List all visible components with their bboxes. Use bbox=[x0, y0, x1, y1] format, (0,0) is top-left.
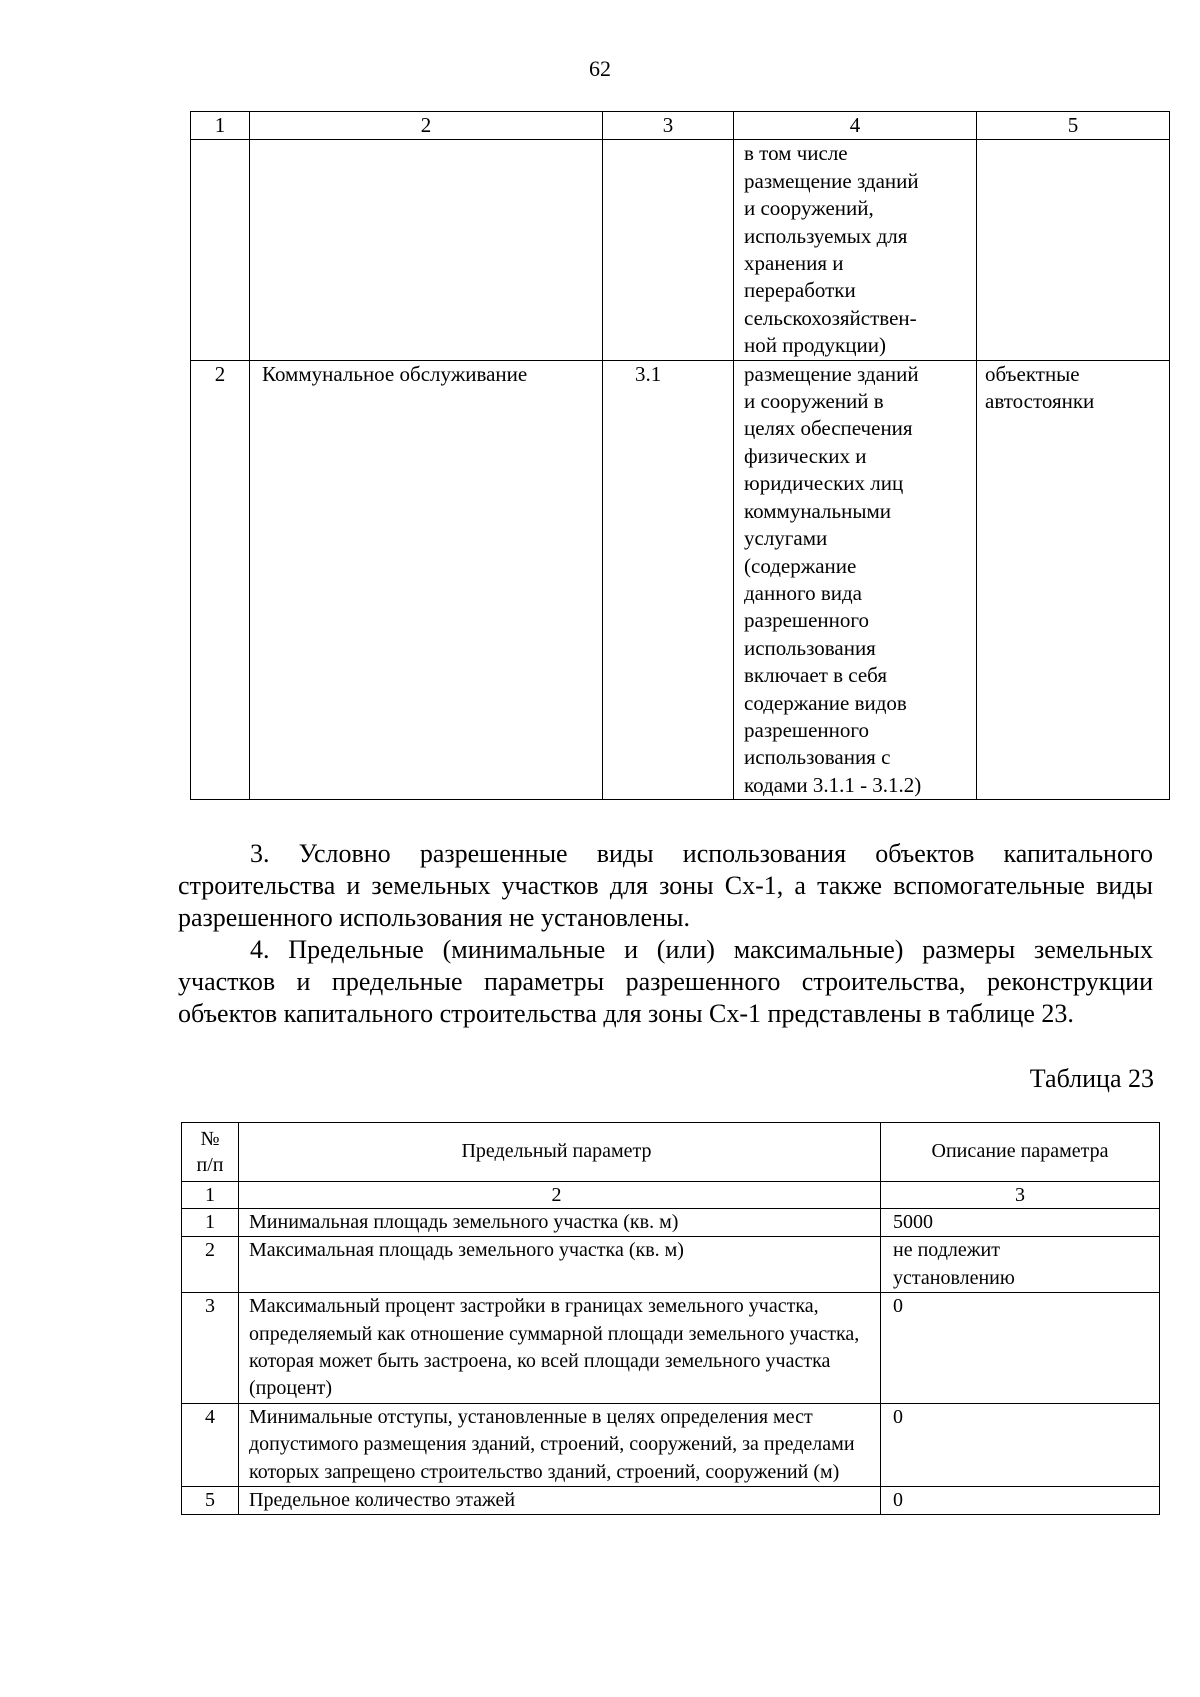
header-description: Описание параметра bbox=[881, 1123, 1160, 1182]
parameter-text: Минимальная площадь земельного участка (кв. м) bbox=[239, 1209, 881, 1237]
parameter-value: 0 bbox=[881, 1403, 1160, 1486]
column-number: 2 bbox=[239, 1182, 881, 1209]
use-type-description: размещение зданий и сооружений в целях обеспечения физических и юридических лиц коммунальными услугами (содержание данного вида разрешенного использования включает в себя содержание видов разрешенного использования с кодами 3.1.1 - 3.1.2) bbox=[734, 360, 977, 800]
paragraph-4-text: 4. Предельные (минимальные и (или) максимальные) размеры земельных участков и предельные параметры разрешенного строительства, реконструкции объектов капитального строительства для зоны Сх-1 представлены в таблице 23. bbox=[178, 935, 1153, 1028]
row-number: 2 bbox=[191, 360, 250, 800]
column-number: 3 bbox=[603, 112, 734, 140]
land-use-table bbox=[190, 111, 1170, 800]
paragraph-3 bbox=[178, 838, 1153, 934]
column-number-row bbox=[182, 1182, 1160, 1209]
parameters-table bbox=[181, 1122, 1160, 1515]
paragraph-4 bbox=[178, 934, 1153, 1030]
row-number: 5 bbox=[182, 1487, 239, 1515]
table-row bbox=[191, 140, 1170, 360]
table-row bbox=[182, 1209, 1160, 1237]
column-number: 2 bbox=[250, 112, 603, 140]
row-number: 2 bbox=[182, 1237, 239, 1293]
table-row bbox=[182, 1487, 1160, 1515]
table-header-row bbox=[182, 1123, 1160, 1182]
paragraph-3-text: 3. Условно разрешенные виды использования объектов капитального строительства и земельных участков для зоны Сх-1, а также вспомогательные виды разрешенного использования не установлены. bbox=[178, 839, 1153, 932]
use-type-name bbox=[250, 140, 603, 360]
column-number: 3 bbox=[881, 1182, 1160, 1209]
use-type-name: Коммунальное обслуживание bbox=[250, 360, 603, 800]
column-number: 1 bbox=[182, 1182, 239, 1209]
use-type-description: в том числе размещение зданий и сооружений, используемых для хранения и переработки сельскохозяйствен- ной продукции) bbox=[734, 140, 977, 360]
header-number: № п/п bbox=[182, 1123, 239, 1182]
parameter-value: 0 bbox=[881, 1293, 1160, 1404]
use-type-note: объектные автостоянки bbox=[977, 360, 1170, 800]
use-type-code: 3.1 bbox=[603, 360, 734, 800]
row-number: 4 bbox=[182, 1403, 239, 1486]
row-number: 1 bbox=[182, 1209, 239, 1237]
parameter-value: не подлежит установлению bbox=[881, 1237, 1160, 1293]
parameter-text: Минимальные отступы, установленные в целях определения мест допустимого размещения зданий, строений, сооружений, за пределами которых запрещено строительство зданий, строений, сооружений (м) bbox=[239, 1403, 881, 1486]
column-number: 1 bbox=[191, 112, 250, 140]
table-row bbox=[182, 1403, 1160, 1486]
row-number bbox=[191, 140, 250, 360]
parameter-value: 5000 bbox=[881, 1209, 1160, 1237]
use-type-note bbox=[977, 140, 1170, 360]
column-number: 4 bbox=[734, 112, 977, 140]
parameter-text: Максимальная площадь земельного участка (кв. м) bbox=[239, 1237, 881, 1293]
table-row bbox=[182, 1293, 1160, 1404]
parameter-text: Предельное количество этажей bbox=[239, 1487, 881, 1515]
table-header-row bbox=[191, 112, 1170, 140]
row-number: 3 bbox=[182, 1293, 239, 1404]
table-row bbox=[182, 1237, 1160, 1293]
page-number: 62 bbox=[589, 56, 611, 81]
parameter-value: 0 bbox=[881, 1487, 1160, 1515]
parameter-text: Максимальный процент застройки в границах земельного участка, определяемый как отношение суммарной площади земельного участка, которая может быть застроена, ко всей площади земельного участка (процент) bbox=[239, 1293, 881, 1404]
header-parameter: Предельный параметр bbox=[239, 1123, 881, 1182]
table-row bbox=[191, 360, 1170, 800]
use-type-code bbox=[603, 140, 734, 360]
table-caption: Таблица 23 bbox=[1029, 1064, 1154, 1093]
column-number: 5 bbox=[977, 112, 1170, 140]
